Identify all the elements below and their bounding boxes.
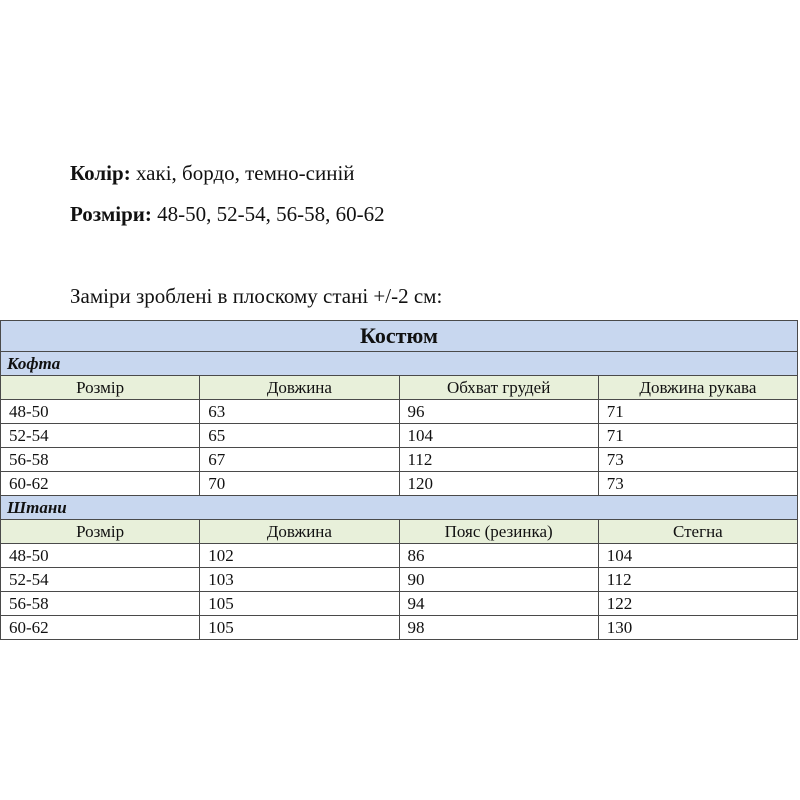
table-cell: 48-50	[1, 400, 200, 424]
color-line	[70, 160, 355, 186]
color-value: хакі, бордо, темно-синій	[130, 161, 355, 185]
table-cell: 56-58	[1, 448, 200, 472]
table-cell: 63	[200, 400, 399, 424]
column-header: Довжина рукава	[598, 376, 797, 400]
table-cell: 120	[399, 472, 598, 496]
size-chart-table	[0, 320, 798, 640]
table-cell: 48-50	[1, 544, 200, 568]
table-cell: 98	[399, 616, 598, 640]
table-row	[1, 592, 798, 616]
table-cell: 86	[399, 544, 598, 568]
column-header: Пояс (резинка)	[399, 520, 598, 544]
section-title: Кофта	[1, 352, 798, 376]
section-row-pants	[1, 496, 798, 520]
table-cell: 90	[399, 568, 598, 592]
table-cell: 94	[399, 592, 598, 616]
section-title: Штани	[1, 496, 798, 520]
table-row	[1, 400, 798, 424]
table-cell: 130	[598, 616, 797, 640]
table-cell: 102	[200, 544, 399, 568]
table-row	[1, 544, 798, 568]
sizes-line	[70, 201, 385, 227]
table-cell: 52-54	[1, 424, 200, 448]
table-row	[1, 448, 798, 472]
table-row	[1, 424, 798, 448]
column-header: Розмір	[1, 376, 200, 400]
table-cell: 71	[598, 424, 797, 448]
table-cell: 60-62	[1, 616, 200, 640]
column-header: Обхват грудей	[399, 376, 598, 400]
sizes-label: Розміри:	[70, 202, 152, 226]
table-cell: 105	[200, 616, 399, 640]
column-header: Довжина	[200, 520, 399, 544]
table-row	[1, 568, 798, 592]
table-cell: 56-58	[1, 592, 200, 616]
column-header: Стегна	[598, 520, 797, 544]
table-cell: 65	[200, 424, 399, 448]
table-cell: 73	[598, 472, 797, 496]
color-label: Колір:	[70, 161, 131, 185]
table-cell: 105	[200, 592, 399, 616]
table-cell: 112	[399, 448, 598, 472]
table-cell: 103	[200, 568, 399, 592]
column-header: Розмір	[1, 520, 200, 544]
table-cell: 112	[598, 568, 797, 592]
table-row	[1, 472, 798, 496]
measurements-note: Заміри зроблені в плоскому стані +/-2 см:	[70, 284, 443, 308]
table-row	[1, 616, 798, 640]
section-row-jacket	[1, 352, 798, 376]
table-cell: 70	[200, 472, 399, 496]
column-header-row	[1, 376, 798, 400]
table-cell: 104	[598, 544, 797, 568]
column-header: Довжина	[200, 376, 399, 400]
table-cell: 96	[399, 400, 598, 424]
table-cell: 60-62	[1, 472, 200, 496]
table-title-row	[1, 321, 798, 352]
table-cell: 52-54	[1, 568, 200, 592]
column-header-row	[1, 520, 798, 544]
table-cell: 104	[399, 424, 598, 448]
sizes-value: 48-50, 52-54, 56-58, 60-62	[151, 202, 385, 226]
table-cell: 67	[200, 448, 399, 472]
table-cell: 71	[598, 400, 797, 424]
table-title: Костюм	[1, 321, 798, 352]
table-cell: 73	[598, 448, 797, 472]
table-cell: 122	[598, 592, 797, 616]
